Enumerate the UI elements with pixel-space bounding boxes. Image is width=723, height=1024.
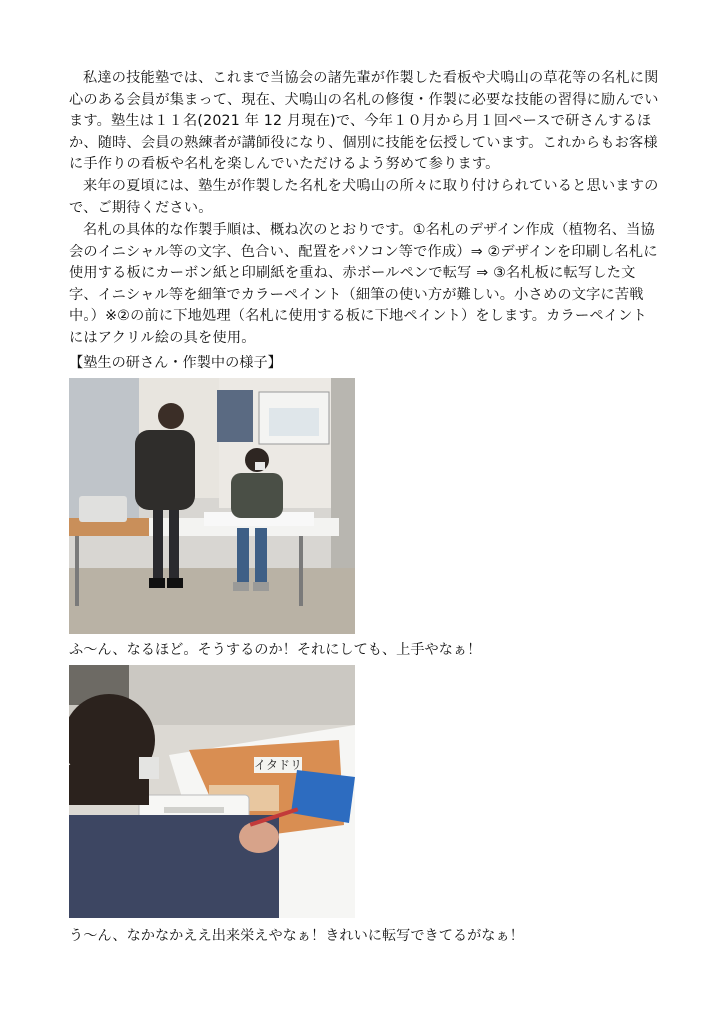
workshop-photo-2-image — [69, 665, 355, 918]
photo-1-caption: ふ～ん、なるほど。そうするのか！それにしても、上手やなぁ！ — [69, 642, 482, 658]
photo-2-caption: う～ん、なかなかええ出来栄えやなぁ！きれいに転写できてるがなぁ！ — [69, 928, 524, 944]
intro-paragraph: 私達の技能塾では、これまで当協会の諸先輩が作製した看板や犬鳴山の草花等の名札に関心のある会員が集まって、現在、犬鳴山の名札の修復・作製に必要な技能の習得に励んでいます。塾生は１１名(2021 年 12 月現在)で、今年１０月から月１回ペースで研さんするほか、随時、会員の熟練者が講師役になり、個別に技能を伝授しています。これからもお客様に手作りの看板や名札を楽しんでいただけるよう努めて参ります。 — [69, 70, 659, 173]
next-summer-paragraph: 来年の夏頃には、塾生が作製した名札を犬鳴山の所々に取り付けられていると思いますので、ご期待ください。 — [69, 178, 659, 216]
workshop-photo-1-image — [69, 378, 355, 634]
procedure-paragraph: 名札の具体的な作製手順は、概ね次のとおりです。①名札のデザイン作成（植物名、当協会のイニシャル等の文字、色合い、配置をパソコン等で作成）⇒ ②デザインを印刷し名札に使用する板にカーボン紙と印刷紙を重ね、赤ボールペンで転写 ⇒ ③名札板に転写した文字、イニシャル等を細筆でカラーペイント（細筆の使い方が難しい。小さめの文字に苦戦中。）※②の前に下地処理（名札に使用する板に下地ペイント）をします。カラーペイントにはアクリル絵の具を使用。 — [69, 222, 658, 346]
workshop-photo-1 — [69, 378, 355, 634]
workshop-photo-2 — [69, 665, 355, 918]
section-heading: 【塾生の研さん・作製中の様子】 — [69, 355, 282, 371]
name-tag-text: イタドリ — [253, 758, 303, 772]
